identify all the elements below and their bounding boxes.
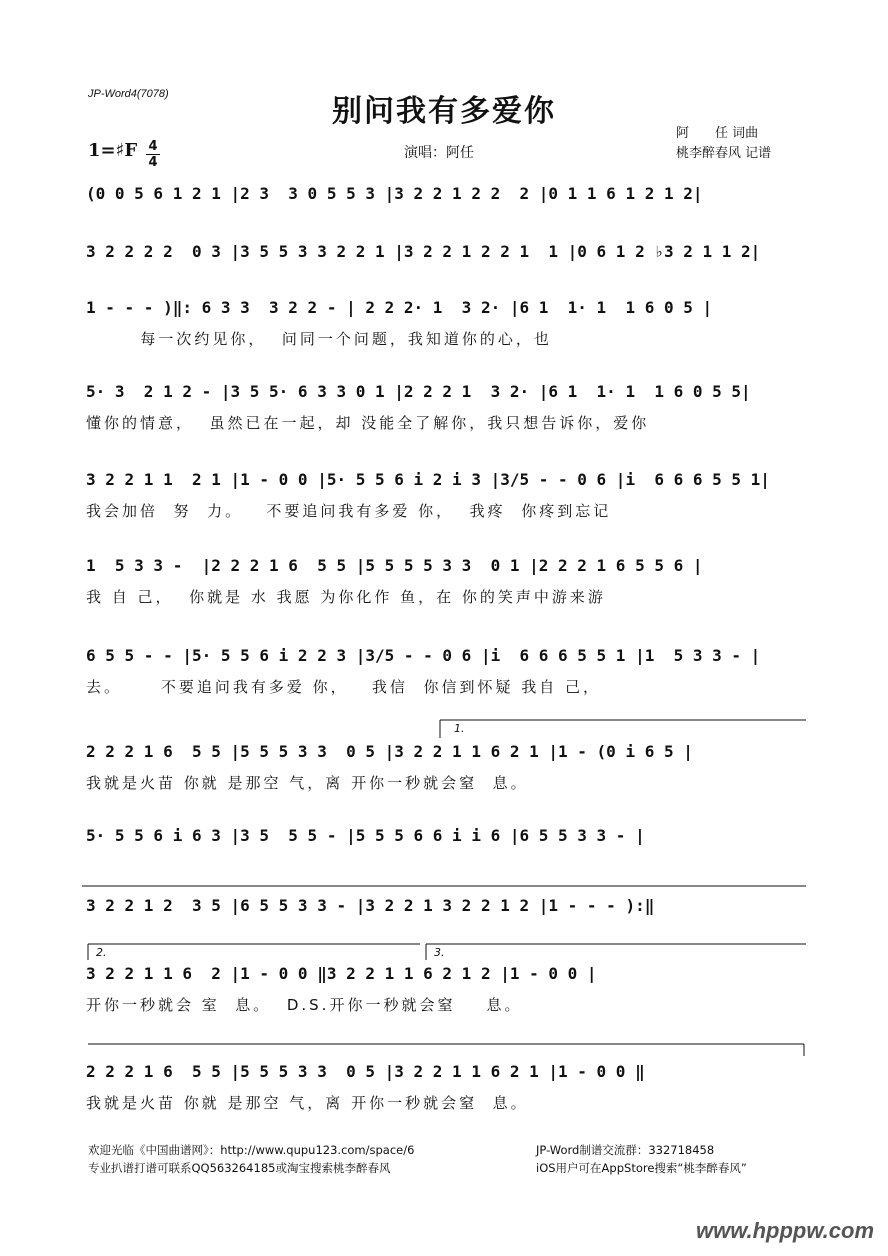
score-row-5: 3 2 2 1 1 2 1 |1 - 0 0 |5· 5 5 6 i 2 i 3 |3/5 - - 0 6 |i 6 6 6 5 5 1| [86, 470, 770, 489]
score-row-11: 3 2 2 1 1 6 2 |1 - 0 0 ‖3 2 2 1 1 6 2 1 2 |1 - 0 0 | [86, 964, 597, 983]
score-row-1: (0 0 5 6 1 2 1 |2 3 3 0 5 5 3 |3 2 2 1 2 2 2 |0 1 1 6 1 2 1 2| [86, 184, 703, 203]
lyric-row-11: 开你一秒就会 室 息。 D.S.开你一秒就会窒 息。 [86, 996, 523, 1014]
score-row-12: 2 2 2 1 6 5 5 |5 5 5 3 3 0 5 |3 2 2 1 1 6 2 1 |1 - 0 0 ‖ [86, 1062, 645, 1081]
volta-3-label: 3. [434, 946, 445, 959]
score-row-2: 3 2 2 2 2 0 3 |3 5 5 3 3 2 2 1 |3 2 2 1 2 2 1 1 |0 6 1 2 ♭3 2 1 1 2| [86, 242, 761, 261]
score-row-10: 3 2 2 1 2 3 5 |6 5 5 3 3 - |3 2 2 1 3 2 2 1 2 |1 - - - ):‖ [86, 896, 655, 915]
lyric-row-8: 我就是火苗 你就 是那空 气，离 开你一秒就会窒 息。 [86, 774, 529, 792]
score-row-9: 5· 5 5 6 i 6 3 |3 5 5 5 - |5 5 5 6 6 i i 6 |6 5 5 3 3 - | [86, 826, 645, 845]
volta-1-label: 1. [454, 722, 465, 735]
score-row-4: 5· 3 2 1 2 - |3 5 5· 6 3 3 0 1 |2 2 2 1 3 2· |6 1 1· 1 1 6 0 5 5| [86, 382, 751, 401]
footer-website: 欢迎光临《中国曲谱网》：http://www.qupu123.com/space/6 [88, 1143, 415, 1157]
singer: 演唱：阿任 [404, 145, 474, 161]
score-row-7: 6 5 5 - - |5· 5 5 6 i 2 2 3 |3/5 - - 0 6 |i 6 6 6 5 5 1 |1 5 3 3 - | [86, 646, 761, 665]
lyric-row-12: 我就是火苗 你就 是那空 气，离 开你一秒就会窒 息。 [86, 1094, 529, 1112]
lyric-row-7: 去。 不要追问我有多爱 你， 我信 你信到怀疑 我自 己， [86, 678, 601, 696]
software-version: JP-Word4(7078) [88, 88, 169, 100]
page-title: 别问我有多爱你 [332, 94, 556, 129]
footer-ios: iOS用户可在AppStore搜索“桃李醉春风” [536, 1161, 747, 1175]
composer-credit: 阿 任 词曲 [676, 126, 759, 141]
time-denominator: 4 [148, 155, 158, 170]
score-row-3: 1 - - - )‖: 6 3 3 3 2 2 - | 2 2 2· 1 3 2· |6 1 1· 1 1 6 0 5 | [86, 298, 713, 317]
lyric-row-6: 我 自 己， 你就是 水 我愿 为你化作 鱼，在 你的笑声中游来游 [86, 588, 606, 606]
score-row-6: 1 5 3 3 - |2 2 2 1 6 5 5 |5 5 5 5 3 3 0 1 |2 2 2 1 6 5 5 6 | [86, 556, 703, 575]
volta-2-label: 2. [96, 946, 107, 959]
lyric-row-4: 懂你的情意， 虽然已在一起，却 没能全了解你，我只想告诉你，爱你 [86, 414, 650, 432]
watermark: www.hpppw.com [695, 1218, 874, 1243]
footer-group: JP-Word制谱交流群：332718458 [536, 1143, 715, 1157]
lyric-row-5: 我会加倍 努 力。 不要追问我有多爱 你， 我疼 你疼到忘记 [86, 502, 612, 520]
footer-contact: 专业扒谱打谱可联系QQ563264185或淘宝搜索桃李醉春风 [88, 1161, 391, 1175]
key-signature: 1=♯F [88, 140, 138, 161]
transcriber-credit: 桃李醉春风 记谱 [676, 146, 772, 161]
score-row-8: 2 2 2 1 6 5 5 |5 5 5 3 3 0 5 |3 2 2 1 1 6 2 1 |1 - (0 i 6 5 | [86, 742, 693, 761]
lyric-row-3: 每一次约见你， 问同一个问题，我知道你的心，也 [86, 330, 552, 348]
time-numerator: 4 [148, 139, 158, 154]
